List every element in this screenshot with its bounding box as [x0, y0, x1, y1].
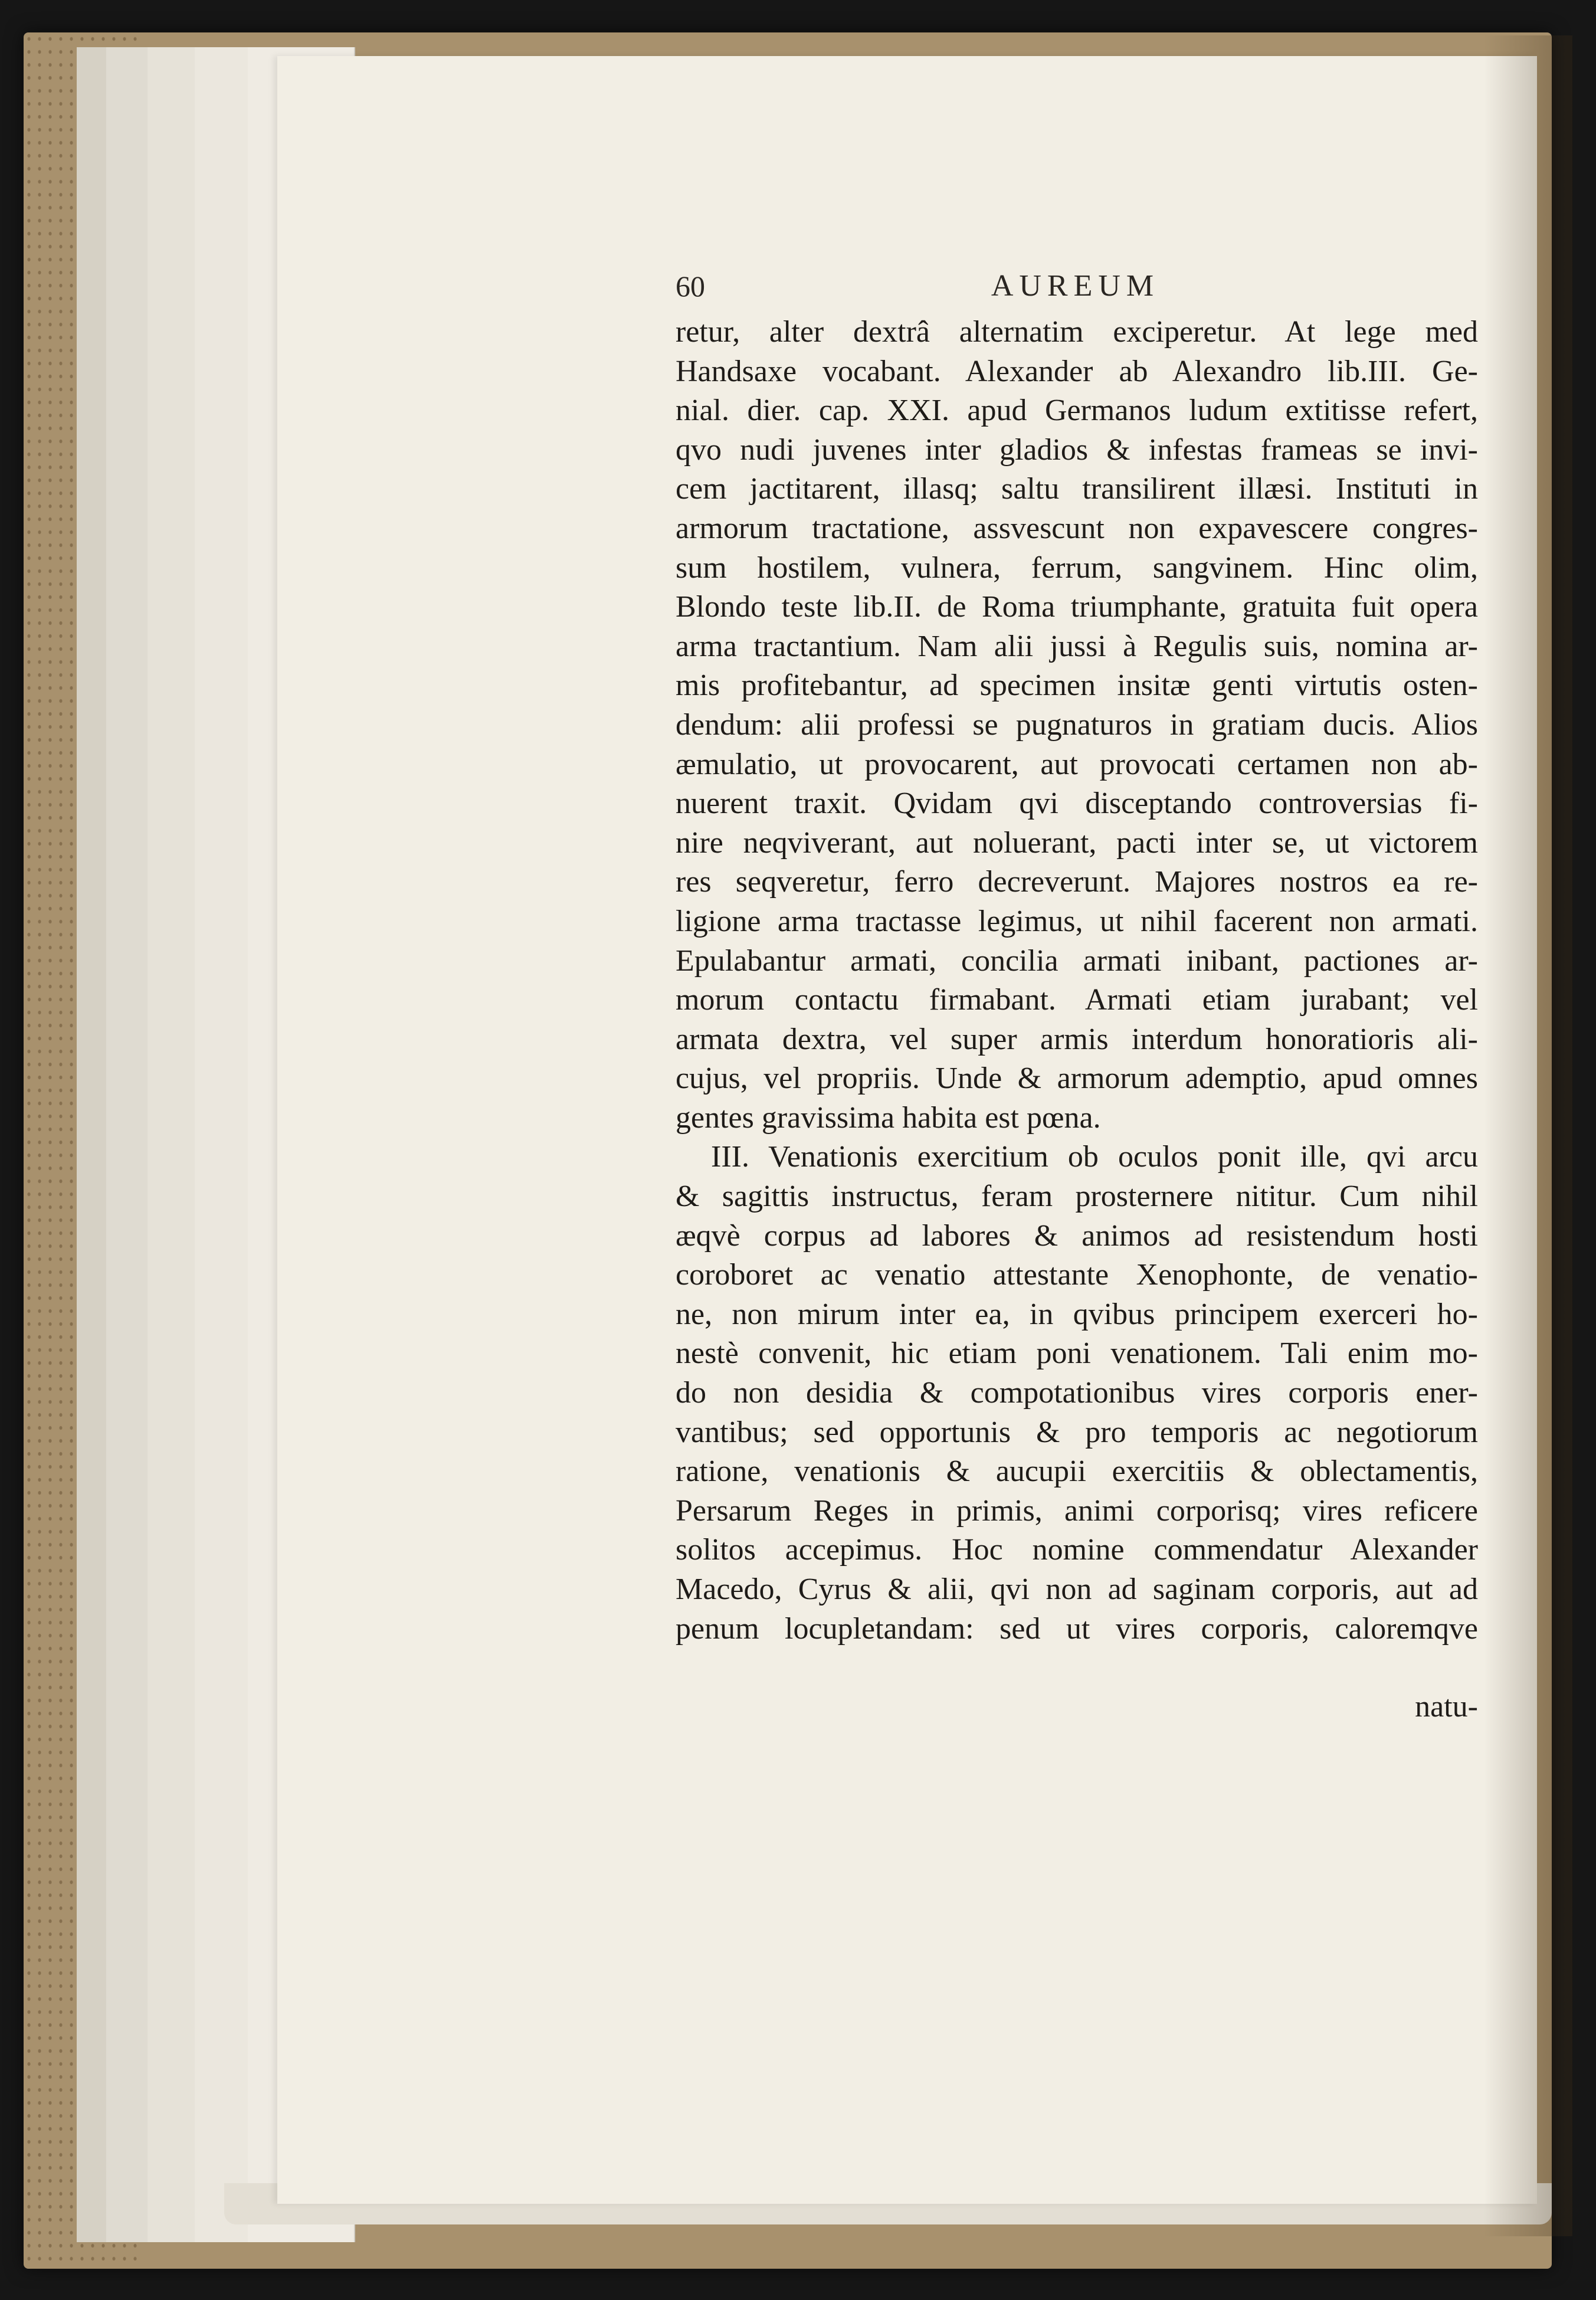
- body-text: [676, 313, 1478, 1649]
- page-header: [676, 266, 1475, 307]
- text-line: penum locupletandam: sed ut vires corporis, caloremqve: [676, 1611, 1478, 1646]
- text-line: sum hostilem, vulnera, ferrum, sangvinem. Hinc olim,: [676, 551, 1478, 585]
- text-line: æmulatio, ut provocarent, aut provocati certamen non ab-: [676, 747, 1478, 781]
- text-line: æqvè corpus ad labores & animos ad resistendum hosti: [676, 1218, 1478, 1253]
- text-line: retur, alter dextrâ alternatim exciperetur. At lege med: [676, 315, 1478, 349]
- text-line: armorum tractatione, assvescunt non expavescere congres-: [676, 511, 1478, 545]
- text-line: cujus, vel propriis. Unde & armorum ademptio, apud omnes: [676, 1061, 1478, 1096]
- text-line: Handsaxe vocabant. Alexander ab Alexandro lib.III. Ge-: [676, 354, 1478, 388]
- text-line: ratione, venationis & aucupii exercitiis & oblectamentis,: [676, 1454, 1478, 1489]
- text-line: Macedo, Cyrus & alii, qvi non ad saginam corporis, aut ad: [676, 1572, 1478, 1606]
- catchword: natu-: [1415, 1690, 1478, 1724]
- text-line: armata dextra, vel super armis interdum honoratioris ali-: [676, 1022, 1478, 1056]
- text-line: dendum: alii professi se pugnaturos in gratiam ducis. Alios: [676, 707, 1478, 742]
- text-line: nestè convenit, hic etiam poni venationem. Tali enim mo-: [676, 1336, 1478, 1371]
- text-line: Epulabantur armati, concilia armati inibant, pactiones ar-: [676, 943, 1478, 978]
- text-line: gentes gravissima habita est pœna.: [676, 1100, 1101, 1135]
- page-number: 60: [676, 270, 705, 303]
- text-line: arma tractantium. Nam alii jussi à Regulis suis, nomina ar-: [676, 629, 1478, 663]
- text-line: & sagittis instructus, feram prosternere nititur. Cum nihil: [676, 1180, 1478, 1214]
- text-line: res seqveretur, ferro decreverunt. Majores nostros ea re-: [676, 865, 1478, 899]
- text-line: qvo nudi juvenes inter gladios & infestas frameas se invi-: [676, 433, 1478, 467]
- text-line: nuerent traxit. Qvidam qvi disceptando controversias fi-: [676, 787, 1478, 821]
- text-line: morum contactu firmabant. Armati etiam jurabant; vel: [676, 983, 1478, 1017]
- text-line: ne, non mirum inter ea, in qvibus principem exerceri ho-: [676, 1297, 1478, 1331]
- text-line: do non desidia & compotationibus vires corporis ener-: [676, 1376, 1478, 1410]
- text-line: coroboret ac venatio attestante Xenophonte, de venatio-: [676, 1258, 1478, 1292]
- text-line: nial. dier. cap. XXI. apud Germanos ludum extitisse refert,: [676, 394, 1478, 428]
- text-line: mis profitebantur, ad specimen insitæ genti virtutis osten-: [676, 669, 1478, 703]
- text-line: cem jactitarent, illasq; saltu transilirent illæsi. Instituti in: [676, 472, 1478, 506]
- text-line: Blondo teste lib.II. de Roma triumphante, gratuita fuit opera: [676, 590, 1478, 624]
- running-title: AUREUM: [991, 269, 1160, 303]
- text-line: ligione arma tractasse legimus, ut nihil facerent non armati.: [676, 904, 1478, 938]
- text-line: nire neqviverant, aut noluerant, pacti inter se, ut victorem: [676, 825, 1478, 860]
- text-line: Persarum Reges in primis, animi corporisq; vires reficere: [676, 1493, 1478, 1528]
- gutter-shadow: [1484, 35, 1572, 2236]
- text-line: solitos accepimus. Hoc nomine commendatur Alexander: [676, 1533, 1478, 1567]
- text-line: III. Venationis exercitium ob oculos ponit ille, qvi arcu: [711, 1140, 1478, 1174]
- text-line: vantibus; sed opportunis & pro temporis ac negotiorum: [676, 1415, 1478, 1449]
